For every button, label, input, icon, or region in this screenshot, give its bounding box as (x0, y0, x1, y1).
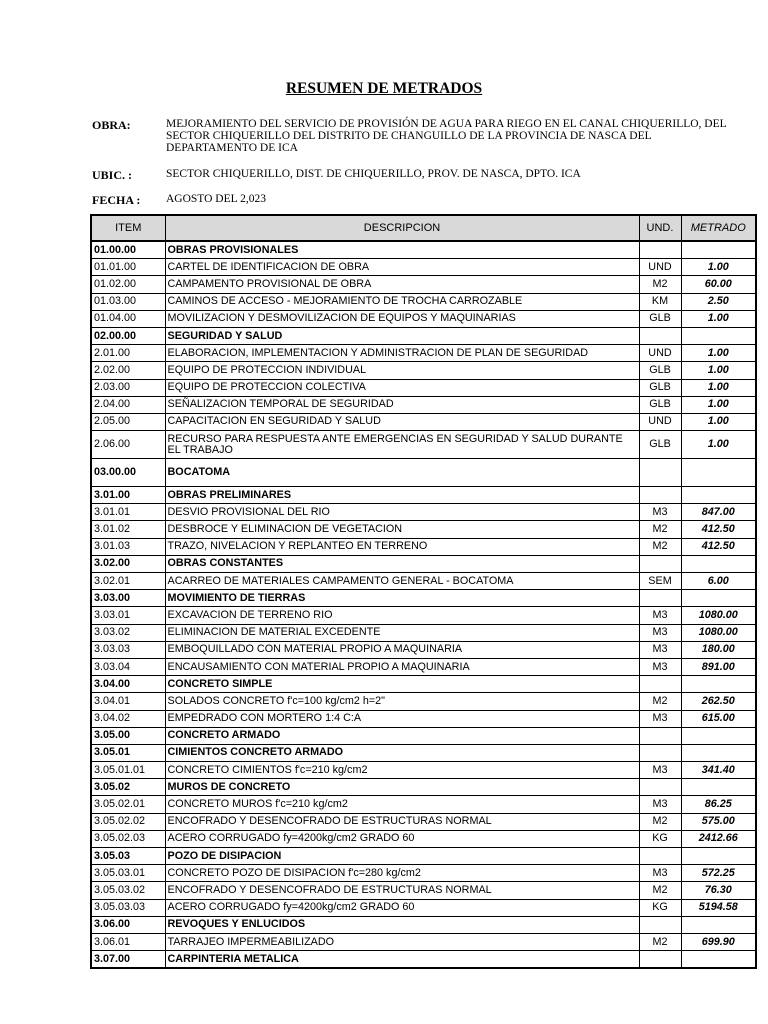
table-row (91, 310, 756, 327)
unit-cell: SEM (639, 573, 681, 590)
unit-cell: GLB (639, 310, 681, 327)
metrado-cell (681, 487, 756, 504)
table-row (91, 276, 756, 293)
fecha-value: AGOSTO DEL 2,023 (166, 193, 266, 205)
column-header-und: UND. (639, 215, 681, 241)
obra-line: MEJORAMIENTO DEL SERVICIO DE PROVISIÓN DE AGUA PARA RIEGO EN EL CANAL CHIQUERILLO, DEL (166, 118, 727, 130)
item-cell: 3.03.01 (91, 607, 165, 624)
metrado-cell: 341.40 (681, 762, 756, 779)
metrado-cell (681, 327, 756, 344)
description-cell: SOLADOS CONCRETO f'c=100 kg/cm2 h=2" (165, 693, 639, 710)
item-cell: 3.07.00 (91, 951, 165, 969)
description-cell: REVOQUES Y ENLUCIDOS (165, 916, 639, 933)
section-header-row (91, 951, 756, 969)
item-cell: 3.05.01 (91, 744, 165, 761)
unit-cell: GLB (639, 379, 681, 396)
item-cell: 3.02.00 (91, 555, 165, 572)
metrado-cell (681, 555, 756, 572)
item-cell: 2.04.00 (91, 396, 165, 413)
section-header-row (91, 241, 756, 259)
metrado-cell: 1.00 (681, 431, 756, 459)
description-cell: EQUIPO DE PROTECCION INDIVIDUAL (165, 362, 639, 379)
metrado-cell: 2.50 (681, 293, 756, 310)
item-cell: 3.01.02 (91, 521, 165, 538)
description-cell: BOCATOMA (165, 459, 639, 487)
table-row (91, 345, 756, 362)
item-cell: 01.03.00 (91, 293, 165, 310)
table-row (91, 624, 756, 641)
description-cell: ACERO CORRUGADO fy=4200kg/cm2 GRADO 60 (165, 830, 639, 847)
section-header-row (91, 459, 756, 487)
metrado-cell: 572.25 (681, 865, 756, 882)
item-cell: 2.03.00 (91, 379, 165, 396)
item-cell: 01.00.00 (91, 241, 165, 259)
metrado-cell: 180.00 (681, 641, 756, 658)
metrado-cell (681, 676, 756, 693)
unit-cell: KM (639, 293, 681, 310)
unit-cell: M2 (639, 521, 681, 538)
unit-cell (639, 951, 681, 969)
description-cell: RECURSO PARA RESPUESTA ANTE EMERGENCIAS EN SEGURIDAD Y SALUD DURANTE EL TRABAJO (165, 431, 639, 459)
description-cell: CONCRETO CIMIENTOS f'c=210 kg/cm2 (165, 762, 639, 779)
unit-cell: M2 (639, 933, 681, 950)
item-cell: 3.03.04 (91, 658, 165, 675)
item-cell: 01.01.00 (91, 259, 165, 276)
obra-line: DEPARTAMENTO DE ICA (166, 142, 298, 154)
unit-cell: M3 (639, 710, 681, 727)
unit-cell (639, 555, 681, 572)
item-cell: 2.02.00 (91, 362, 165, 379)
metrado-cell: 412.50 (681, 521, 756, 538)
unit-cell (639, 590, 681, 607)
item-cell: 3.05.03.01 (91, 865, 165, 882)
metrado-cell: 1.00 (681, 413, 756, 430)
metrado-cell: 262.50 (681, 693, 756, 710)
metrado-cell (681, 779, 756, 796)
unit-cell: GLB (639, 362, 681, 379)
item-cell: 2.05.00 (91, 413, 165, 430)
table-row (91, 293, 756, 310)
table-row (91, 538, 756, 555)
metrado-cell: 1.00 (681, 362, 756, 379)
description-cell: OBRAS PROVISIONALES (165, 241, 639, 259)
item-cell: 3.02.01 (91, 573, 165, 590)
unit-cell: M3 (639, 865, 681, 882)
description-cell: CONCRETO POZO DE DISIPACION f'c=280 kg/cm2 (165, 865, 639, 882)
description-cell: EMPEDRADO CON MORTERO 1:4 C:A (165, 710, 639, 727)
unit-cell: UND (639, 413, 681, 430)
description-cell: CARPINTERIA METALICA (165, 951, 639, 969)
description-cell: ENCAUSAMIENTO CON MATERIAL PROPIO A MAQUINARIA (165, 658, 639, 675)
unit-cell (639, 459, 681, 487)
unit-cell (639, 327, 681, 344)
description-cell: DESVIO PROVISIONAL DEL RIO (165, 504, 639, 521)
column-header-metrado: METRADO (681, 215, 756, 241)
item-cell: 3.01.01 (91, 504, 165, 521)
item-cell: 2.06.00 (91, 431, 165, 459)
item-cell: 3.05.03.02 (91, 882, 165, 899)
section-header-row (91, 779, 756, 796)
description-cell: CONCRETO MUROS f'c=210 kg/cm2 (165, 796, 639, 813)
item-cell: 3.01.03 (91, 538, 165, 555)
description-cell: CIMIENTOS CONCRETO ARMADO (165, 744, 639, 761)
metrado-cell: 86.25 (681, 796, 756, 813)
description-cell: EXCAVACION DE TERRENO RIO (165, 607, 639, 624)
description-cell: CAMPAMENTO PROVISIONAL DE OBRA (165, 276, 639, 293)
item-cell: 3.04.02 (91, 710, 165, 727)
item-cell: 2.01.00 (91, 345, 165, 362)
table-row (91, 710, 756, 727)
table-row (91, 830, 756, 847)
table-row (91, 431, 756, 459)
ubic-label: UBIC. : (92, 168, 133, 182)
description-cell: CAMINOS DE ACCESO - MEJORAMIENTO DE TROCHA CARROZABLE (165, 293, 639, 310)
unit-cell: UND (639, 345, 681, 362)
table-row (91, 504, 756, 521)
metrado-cell: 60.00 (681, 276, 756, 293)
metrados-table (90, 214, 757, 969)
description-cell: SEGURIDAD Y SALUD (165, 327, 639, 344)
unit-cell: M3 (639, 504, 681, 521)
description-cell: MOVILIZACION Y DESMOVILIZACION DE EQUIPOS Y MAQUINARIAS (165, 310, 639, 327)
unit-cell: M2 (639, 813, 681, 830)
section-header-row (91, 744, 756, 761)
metrado-cell: 1080.00 (681, 624, 756, 641)
table-row (91, 899, 756, 916)
item-cell: 3.06.01 (91, 933, 165, 950)
unit-cell: M3 (639, 624, 681, 641)
item-cell: 3.03.02 (91, 624, 165, 641)
unit-cell (639, 779, 681, 796)
ubic-value: SECTOR CHIQUERILLO, DIST. DE CHIQUERILLO, PROV. DE NASCA, DPTO. ICA (166, 168, 581, 180)
metrado-cell (681, 459, 756, 487)
section-header-row (91, 487, 756, 504)
unit-cell: M2 (639, 276, 681, 293)
description-cell: CARTEL DE IDENTIFICACION DE OBRA (165, 259, 639, 276)
unit-cell (639, 241, 681, 259)
section-header-row (91, 590, 756, 607)
page-title: RESUMEN DE METRADOS (285, 80, 483, 97)
table-header-row (91, 215, 756, 241)
metrado-cell (681, 241, 756, 259)
item-cell: 03.00.00 (91, 459, 165, 487)
table-row (91, 658, 756, 675)
description-cell: ELABORACION, IMPLEMENTACION Y ADMINISTRACION DE PLAN DE SEGURIDAD (165, 345, 639, 362)
item-cell: 3.04.00 (91, 676, 165, 693)
unit-cell: UND (639, 259, 681, 276)
metrado-cell: 615.00 (681, 710, 756, 727)
metrado-cell: 1.00 (681, 259, 756, 276)
unit-cell: GLB (639, 431, 681, 459)
description-cell: CONCRETO ARMADO (165, 727, 639, 744)
section-header-row (91, 327, 756, 344)
description-cell: EMBOQUILLADO CON MATERIAL PROPIO A MAQUINARIA (165, 641, 639, 658)
unit-cell (639, 916, 681, 933)
description-cell: POZO DE DISIPACION (165, 848, 639, 865)
section-header-row (91, 848, 756, 865)
description-cell: ENCOFRADO Y DESENCOFRADO DE ESTRUCTURAS NORMAL (165, 882, 639, 899)
item-cell: 3.03.00 (91, 590, 165, 607)
metrado-cell (681, 744, 756, 761)
table-body (91, 241, 756, 968)
metrado-cell: 891.00 (681, 658, 756, 675)
unit-cell (639, 727, 681, 744)
table-row (91, 762, 756, 779)
metrado-cell: 575.00 (681, 813, 756, 830)
unit-cell: KG (639, 830, 681, 847)
metrado-cell: 699.90 (681, 933, 756, 950)
obra-value (166, 118, 746, 154)
description-cell: ENCOFRADO Y DESENCOFRADO DE ESTRUCTURAS NORMAL (165, 813, 639, 830)
metrado-cell: 847.00 (681, 504, 756, 521)
table-row (91, 573, 756, 590)
description-cell: CONCRETO SIMPLE (165, 676, 639, 693)
description-cell: ELIMINACION DE MATERIAL EXCEDENTE (165, 624, 639, 641)
item-cell: 3.04.01 (91, 693, 165, 710)
unit-cell (639, 744, 681, 761)
item-cell: 3.01.00 (91, 487, 165, 504)
unit-cell: M3 (639, 762, 681, 779)
table-row (91, 396, 756, 413)
description-cell: MUROS DE CONCRETO (165, 779, 639, 796)
metrado-cell (681, 727, 756, 744)
item-cell: 3.05.00 (91, 727, 165, 744)
table-row (91, 379, 756, 396)
unit-cell: M3 (639, 796, 681, 813)
description-cell: TARRAJEO IMPERMEABILIZADO (165, 933, 639, 950)
item-cell: 3.05.03.03 (91, 899, 165, 916)
table-row (91, 693, 756, 710)
item-cell: 3.05.01.01 (91, 762, 165, 779)
section-header-row (91, 727, 756, 744)
metrado-cell: 1.00 (681, 310, 756, 327)
item-cell: 3.05.02.03 (91, 830, 165, 847)
description-cell: ACARREO DE MATERIALES CAMPAMENTO GENERAL - BOCATOMA (165, 573, 639, 590)
item-cell: 3.03.03 (91, 641, 165, 658)
description-cell: OBRAS CONSTANTES (165, 555, 639, 572)
description-cell: ACERO CORRUGADO fy=4200kg/cm2 GRADO 60 (165, 899, 639, 916)
description-cell: DESBROCE Y ELIMINACION DE VEGETACION (165, 521, 639, 538)
obra-line: SECTOR CHIQUERILLO DEL DISTRITO DE CHANGUILLO DE LA PROVINCIA DE NASCA DEL (166, 130, 652, 142)
unit-cell: M2 (639, 882, 681, 899)
metrado-cell (681, 951, 756, 969)
description-cell: CAPACITACION EN SEGURIDAD Y SALUD (165, 413, 639, 430)
table-row (91, 413, 756, 430)
item-cell: 3.06.00 (91, 916, 165, 933)
table-row (91, 521, 756, 538)
unit-cell: M3 (639, 641, 681, 658)
unit-cell: KG (639, 899, 681, 916)
section-header-row (91, 676, 756, 693)
description-cell: TRAZO, NIVELACION Y REPLANTEO EN TERRENO (165, 538, 639, 555)
item-cell: 01.02.00 (91, 276, 165, 293)
metrado-cell: 6.00 (681, 573, 756, 590)
unit-cell: GLB (639, 396, 681, 413)
metrado-cell (681, 916, 756, 933)
section-header-row (91, 555, 756, 572)
metrado-cell (681, 590, 756, 607)
fecha-label: FECHA : (92, 193, 141, 207)
table-row (91, 641, 756, 658)
table-row (91, 796, 756, 813)
section-header-row (91, 916, 756, 933)
item-cell: 3.05.02 (91, 779, 165, 796)
metrado-cell (681, 848, 756, 865)
description-cell: MOVIMIENTO DE TIERRAS (165, 590, 639, 607)
metrado-cell: 1.00 (681, 396, 756, 413)
unit-cell: M2 (639, 693, 681, 710)
description-cell: SEÑALIZACION TEMPORAL DE SEGURIDAD (165, 396, 639, 413)
unit-cell: M3 (639, 658, 681, 675)
metrado-cell: 76.30 (681, 882, 756, 899)
unit-cell (639, 676, 681, 693)
table-row (91, 933, 756, 950)
obra-label: OBRA: (92, 118, 131, 132)
unit-cell: M2 (639, 538, 681, 555)
unit-cell: M3 (639, 607, 681, 624)
item-cell: 3.05.02.01 (91, 796, 165, 813)
unit-cell (639, 487, 681, 504)
table-row (91, 259, 756, 276)
item-cell: 02.00.00 (91, 327, 165, 344)
item-cell: 01.04.00 (91, 310, 165, 327)
column-header-item: ITEM (91, 215, 165, 241)
item-cell: 3.05.03 (91, 848, 165, 865)
description-cell: EQUIPO DE PROTECCION COLECTIVA (165, 379, 639, 396)
unit-cell (639, 848, 681, 865)
table-row (91, 362, 756, 379)
column-header-descripcion: DESCRIPCION (165, 215, 639, 241)
table-row (91, 813, 756, 830)
table-row (91, 607, 756, 624)
description-cell: OBRAS PRELIMINARES (165, 487, 639, 504)
metrado-cell: 412.50 (681, 538, 756, 555)
item-cell: 3.05.02.02 (91, 813, 165, 830)
table-row (91, 882, 756, 899)
metrado-cell: 2412.66 (681, 830, 756, 847)
metrado-cell: 1.00 (681, 379, 756, 396)
metrado-cell: 5194.58 (681, 899, 756, 916)
metrado-cell: 1080.00 (681, 607, 756, 624)
metrado-cell: 1.00 (681, 345, 756, 362)
table-row (91, 865, 756, 882)
